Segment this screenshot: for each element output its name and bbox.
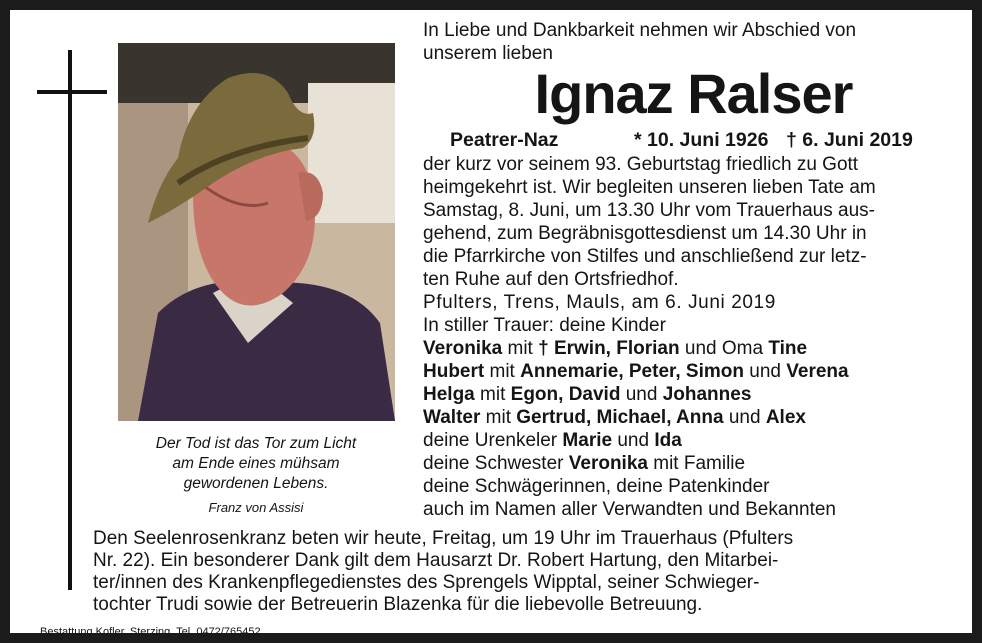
birth-date: * 10. Juni 1926 [634, 129, 769, 151]
funeral-home-footer: Bestattung Kofler, Sterzing, Tel. 0472/765452 [40, 626, 261, 638]
family-line [423, 360, 876, 383]
body-line: ten Ruhe auf den Ortsfriedhof. [423, 269, 679, 290]
quote-line: am Ende eines mühsam [172, 455, 340, 472]
family-name: Egon, David [510, 384, 621, 405]
family-name: Gertrud, Michael, Anna [516, 407, 724, 428]
intro-line: unserem lieben [423, 43, 553, 64]
family-name: Veronika [568, 453, 648, 474]
mourning-intro: In stiller Trauer: deine Kinder [423, 315, 666, 336]
place-date: Pfulters, Trens, Mauls, am 6. Juni 2019 [423, 292, 776, 313]
family-text: und [620, 384, 663, 405]
portrait-photo [118, 43, 395, 421]
cross-horizontal-bar [37, 90, 107, 94]
family-text: und Oma [679, 338, 769, 359]
intro-line: In Liebe und Dankbarkeit nehmen wir Abschied von [423, 20, 857, 41]
body-line: der kurz vor seinem 93. Geburtstag friedlich zu Gott [423, 154, 859, 175]
family-name: † Erwin, Florian [538, 338, 680, 359]
family-text: deine Urenkeler [423, 430, 563, 451]
family-line [423, 383, 876, 406]
family-text: mit [484, 361, 521, 382]
family-line [423, 406, 876, 429]
body-line: heimgekehrt ist. Wir begleiten unseren lieben Tate am [423, 177, 876, 198]
quote-line: gewordenen Lebens. [183, 475, 329, 492]
family-text: und [743, 361, 787, 382]
family-name: Walter [423, 407, 481, 428]
closing-line: Den Seelenrosenkranz beten wir heute, Freitag, um 19 Uhr im Trauerhaus (Pfulters [93, 528, 794, 549]
family-text: mit [502, 338, 539, 359]
announcement-body [423, 153, 876, 521]
body-line: gehend, zum Begräbnisgottesdienst um 14.30 Uhr in [423, 223, 867, 244]
family-name: Annemarie, Peter, Simon [520, 361, 744, 382]
family-text: und [723, 407, 766, 428]
body-line: Samstag, 8. Juni, um 13.30 Uhr vom Trauerhaus aus- [423, 200, 875, 221]
family-name: Helga [423, 384, 475, 405]
closing-line: tochter Trudi sowie der Betreuerin Blazenka für die liebevolle Betreuung. [93, 594, 703, 615]
family-name: Verena [786, 361, 849, 382]
family-text: und [612, 430, 655, 451]
family-name: Tine [768, 338, 808, 359]
body-line: die Pfarrkirche von Stilfes und anschließend zur letz- [423, 246, 867, 267]
family-line [423, 452, 876, 475]
family-name: Ida [654, 430, 682, 451]
closing-text [93, 528, 793, 616]
closing-line: Nr. 22). Ein besonderer Dank gilt dem Hausarzt Dr. Robert Hartung, den Mitarbei- [93, 550, 779, 571]
quote-author: Franz von Assisi [208, 500, 304, 515]
family-text: deine Schwester [423, 453, 569, 474]
family-name: Johannes [662, 384, 752, 405]
farm-name: Peatrer-Naz [450, 129, 559, 151]
family-text: mit Familie [647, 453, 746, 474]
family-text: mit [480, 407, 517, 428]
family-text: mit [474, 384, 511, 405]
closing-line: ter/innen des Krankenpflegedienstes des Sprengels Wipptal, seiner Schwieger- [93, 572, 760, 593]
family-line: deine Schwägerinnen, deine Patenkinder [423, 476, 770, 497]
cross-vertical-bar [68, 50, 72, 590]
family-name: Veronika [423, 338, 503, 359]
family-line: auch im Namen aller Verwandten und Bekannten [423, 499, 836, 520]
family-name: Marie [562, 430, 613, 451]
intro-text [423, 19, 856, 65]
family-name: Alex [765, 407, 806, 428]
family-name: Hubert [423, 361, 485, 382]
family-line [423, 429, 876, 452]
portrait-illustration [118, 43, 395, 421]
quote [110, 434, 402, 494]
family-line [423, 337, 876, 360]
death-date: † 6. Juni 2019 [786, 129, 913, 151]
quote-line: Der Tod ist das Tor zum Licht [155, 435, 357, 452]
deceased-name: Ignaz Ralser [534, 62, 853, 125]
